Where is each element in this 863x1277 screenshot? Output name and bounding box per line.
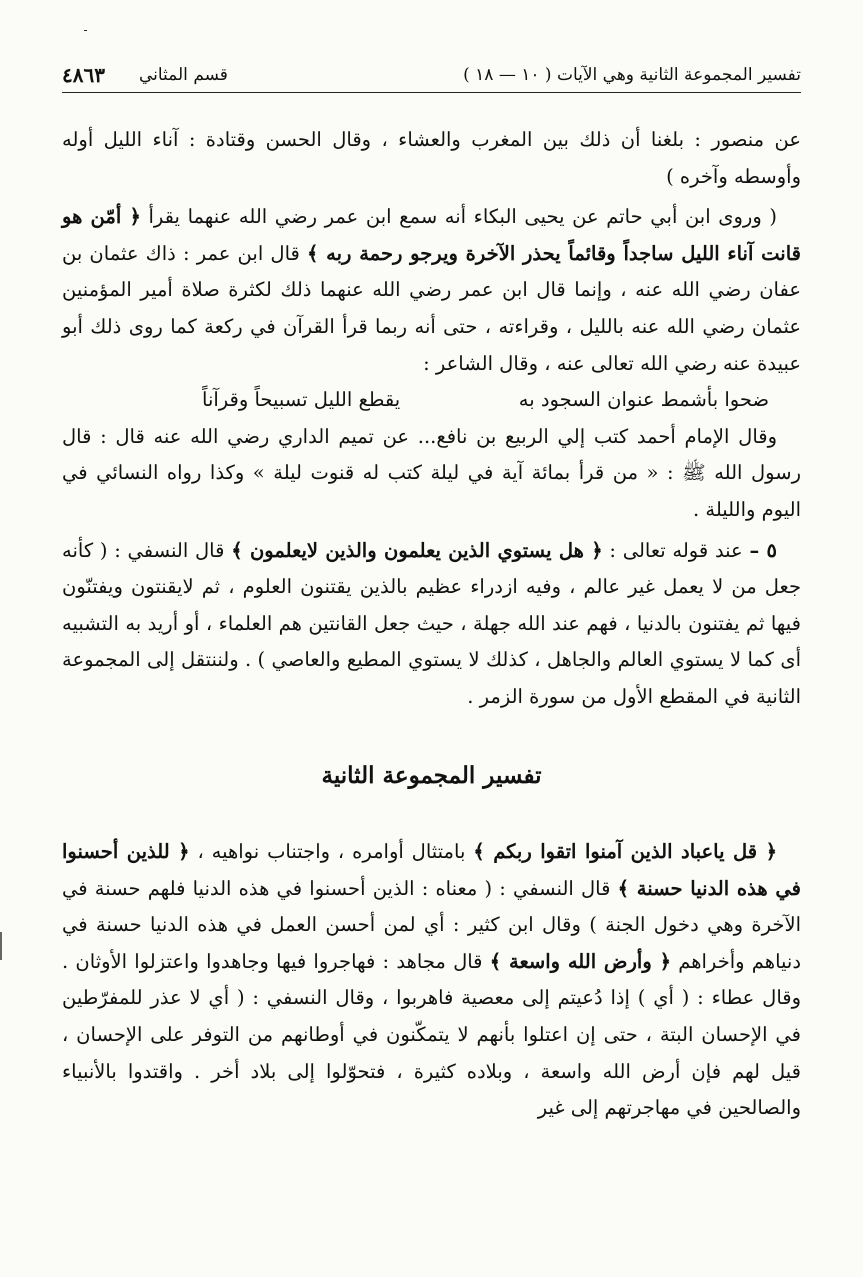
quran-verse-4: ﴿ للذين أحسنوا في هذه الدنيا حسنة ﴾	[62, 840, 801, 900]
paragraph-2-text-a: ( وروى ابن أبي حاتم عن يحيى البكاء أنه سمع ابن عمر رضي الله عنهما يقرأ	[148, 205, 777, 229]
poem-hemistich-right: ضحوا بأشمط عنوان السجود به	[518, 388, 769, 412]
paragraph-5-text-c: قال مجاهد : فهاجروا فيها وجاهدوا واعتزلوا الأوثان . وقال عطاء : ( أي ) إذا دُعيتم إلى معصية فاهربوا ، وقال النسفي : ( أي لا عذر للمفرّطين في الإحسان البتة ، حتى إن اعتلوا بأنهم لا يتمكّنون في أوطانهم من التوفر على الإحسان ، قيل لهم فإن أرض الله واسعة ، وبلاده كثيرة ، فتحوّلوا إلى بلاد أخر . واقتدوا بالأنبياء والصالحين في مهاجرتهم إلى غير	[62, 949, 801, 1120]
page-body	[62, 122, 801, 1127]
quran-verse-2: ﴿ هل يستوي الذين يعلمون والذين لايعلمون ﴾	[231, 538, 603, 562]
paragraph-5-text-b: قال النسفي : ( معناه : الذين أحسنوا في هذه الدنيا فلهم حسنة في الآخرة وهي دخول الجنة ) وقال ابن كثير : أي لمن أحسن العمل في هذه الدنيا حسنة في دنياهم وأخراهم	[62, 876, 802, 973]
paragraph-5-text-a: بامتثال أوامره ، واجتناب نواهيه ،	[197, 840, 466, 864]
paragraph-5	[62, 834, 801, 1127]
paragraph-3: وقال الإمام أحمد كتب إلي الربيع بن نافع... عن تميم الداري رضي الله عنه قال : قال رسول الله ﷺ : « من قرأ بمائة آية في ليلة كتب له قنوت ليلة » وكذا رواه النسائي في اليوم والليلة .	[62, 424, 801, 521]
poem-hemistich-left: يقطع الليل تسبيحاً وقرآناً	[202, 388, 401, 412]
running-title: تفسير المجموعة الثانية وهي الآيات ( ١٠ — ١٨ )	[463, 65, 801, 85]
paragraph-4-text-b: قال النسفي : ( كأنه جعل من لا يعمل غير عالم ، وفيه ازدراء عظيم بالذين يقتنون العلوم ، ثم لايقنتون ويفتنّون فيها ثم يفتنون بالدنيا ، فهم عند الله جهلة ، حيث جعل القانتين هم العلماء ، أو أريد به التشبيه أى كما لا يستوي العالم والجاهل ، كذلك لا يستوي المطيع والعاصي ) . ولننتقل إلى المجموعة الثانية في المقطع الأول من سورة الزمر .	[62, 538, 801, 708]
poem-verse	[62, 382, 801, 419]
quran-verse-5: ﴿ وأرض الله واسعة ﴾	[489, 949, 672, 973]
page-header	[62, 58, 801, 93]
paragraph-4	[62, 533, 801, 716]
scan-mark	[0, 932, 2, 960]
section-name: قسم المثاني	[138, 65, 228, 85]
paragraph-2	[62, 199, 801, 382]
section-heading: تفسير المجموعة الثانية	[321, 761, 542, 789]
scan-mark	[84, 30, 87, 31]
header-left-group	[62, 63, 228, 87]
quran-verse-3: ﴿ قل ياعباد الذين آمنوا اتقوا ربكم ﴾	[473, 840, 778, 864]
quran-verse-1: ﴿ أمّن هو قانت آناء الليل ساجداً وقائماً يحذر الآخرة ويرجو رحمة ربه ﴾	[62, 205, 801, 265]
paragraph-1: عن منصور : بلغنا أن ذلك بين المغرب والعشاء ، وقال الحسن وقتادة : آناء الليل أوله وأوسطه وآخره )	[62, 128, 801, 188]
page-number: ٤٨٦٣	[62, 63, 105, 87]
paragraph-2-text-b: قال ابن عمر : ذاك عثمان بن عفان رضي الله عنه ، وإنما قال ابن عمر رضي الله عنهما ذلك لكثرة صلاة أمير المؤمنين عثمان رضي الله عنه بالليل ، وقراءته ، حتى أنه ربما قرأ القرآن في ركعة كما روى ذلك أبو عبيدة عنه رضي الله تعالى عنه ، وقال الشاعر :	[62, 241, 801, 375]
paragraph-4-number: ٥ –	[749, 538, 778, 562]
paragraph-4-text-a: عند قوله تعالى :	[609, 538, 743, 562]
